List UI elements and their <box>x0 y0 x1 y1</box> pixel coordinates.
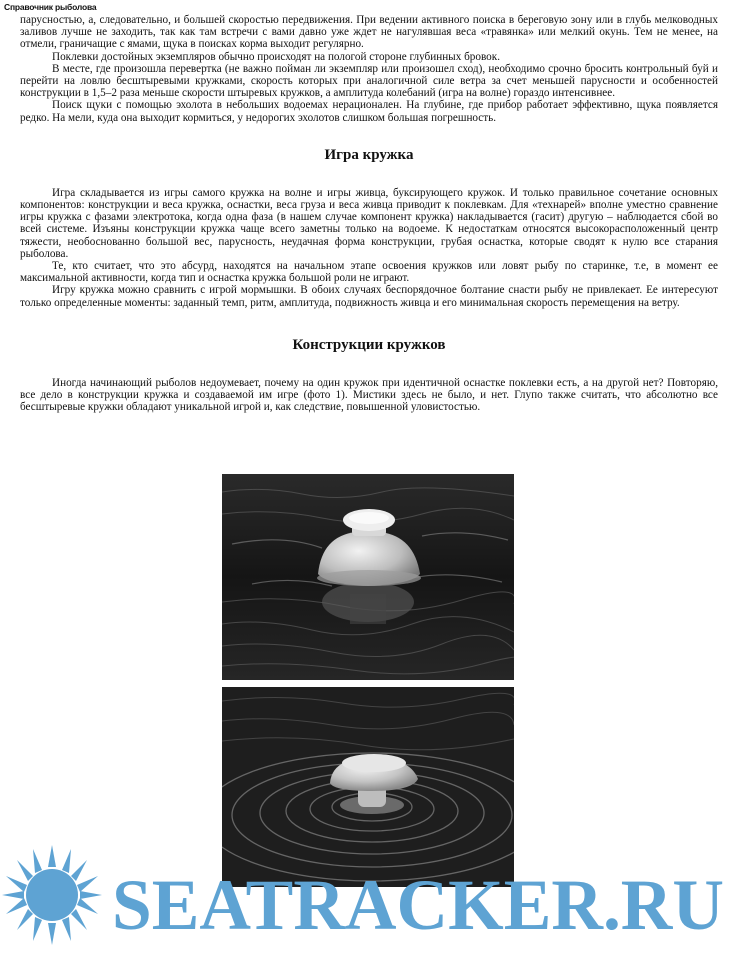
play-paragraph-1: Игра складывается из игры самого кружка на волне и игры живца, буксирующего кружок. И только правильное сочетание основных компонентов: конструкции и веса кружка, оснастки, веса груза и веса живца приводит к поклевкам. Для «технарей» вполне уместно сравнение игры кружка с фазами электротока, когда одна фаза (в нашем случае компонент кружка) накладывается (гасит) другую – наблюдается сбой во всей системе. Изъяны конструкции кружка чаще всего заметны только на водоеме. К недостаткам относятся высокорасположенный центр тяжести, необоснованно большой вес, парусность, неудачная форма конструкции, грубая оснастка, которые сводят к нулю все старания рыболова. <box>20 186 718 260</box>
intro-paragraph-3: В месте, где произошла перевертка (не важно пойман ли экземпляр или произошел сход), необходимо срочно бросить контрольный буй и перейти на ловлю бесштыревыми кружками, скорость которых при аналогичной силе ветра за счет меньшей парусности и особенностей конструкции в 1,5–2 раза меньше скорости штыревых кружков, а амплитуда колебаний (игра на волне) гораздо интенсивнее. <box>20 62 718 100</box>
float-photo-1 <box>222 474 514 680</box>
article-body <box>20 14 718 413</box>
intro-paragraph-2: Поклевки достойных экземпляров обычно происходят на пологой стороне глубинных бровок. <box>52 50 500 63</box>
play-paragraph-2: Те, кто считает, что это абсурд, находятся на начальном этапе освоения кружков или ловят рыбу по старинке, т.е, в момент ее максимальной активности, когда тип и оснастка кружка большой роли не играют. <box>20 260 718 285</box>
intro-paragraph-4: Поиск щуки с помощью эхолота в небольших водоемах нерационален. На глубине, где прибор работает эффективно, щука появляется редко. На мели, куда она выходит кормиться, у недорогих эхолотов слишком большая погрешность. <box>20 99 718 124</box>
sun-icon <box>2 845 102 945</box>
section-title-play: Игра кружка <box>324 146 414 163</box>
page-header: Справочник рыболова <box>4 2 97 12</box>
watermark-text: SEATRACKER.RU <box>112 865 724 945</box>
seatracker-watermark <box>0 845 736 953</box>
intro-paragraph-1: парусностью, а, следовательно, и большей скоростью передвижения. При ведении активного поиска в береговую зону или в глубь мелководных заливов лучше не заходить, так как там встречи с вами давно уже ждет не нагулявшая веса «травянка» или мелкий окунь. Тем не менее, на отмели, граничащие с ямами, щука в поисках корма выходит регулярно. <box>20 14 718 51</box>
constructions-paragraph-1: Иногда начинающий рыболов недоумевает, почему на один кружок при идентичной оснастке поклевки есть, а на другой нет? Повторяю, все дело в конструкции кружка и создаваемой им игре (фото 1). Мистики здесь не было, и нет. Глупо также считать, что абсолютно все бесштыревые кружки обладают уникальной игрой и, как следствие, повышенной уловистостью. <box>20 376 718 414</box>
play-paragraph-3: Игру кружка можно сравнить с игрой мормышки. В обоих случаях беспорядочное болтание снасти рыбу не привлекает. Ее интересуют только определенные моменты: заданный темп, ритм, амплитуда, подвижность живца и его минимальная скорость перемещения на ветру. <box>20 284 718 309</box>
section-title-constructions: Конструкции кружков <box>292 336 446 353</box>
